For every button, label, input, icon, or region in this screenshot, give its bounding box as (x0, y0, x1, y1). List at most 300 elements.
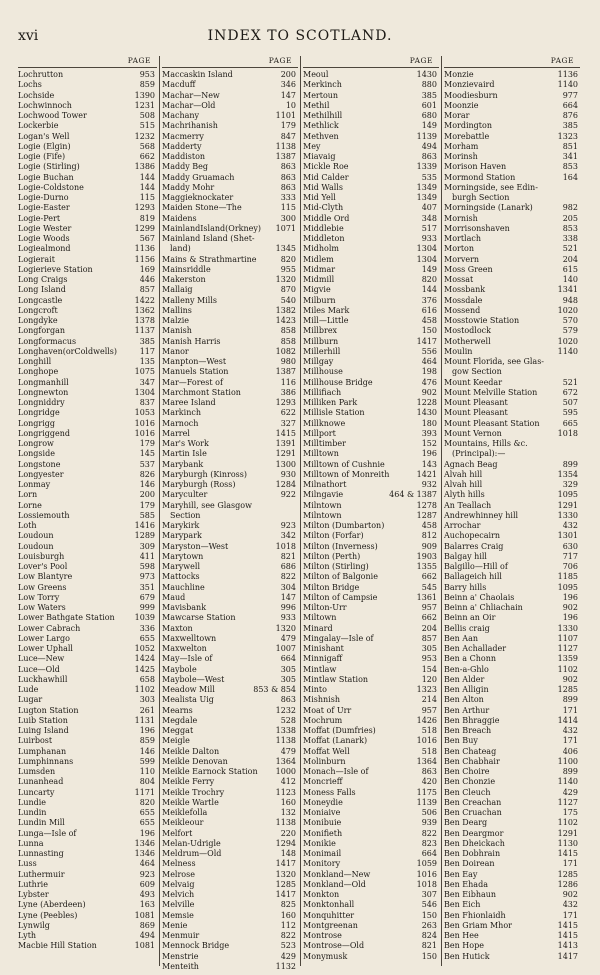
index-entry (162, 921, 298, 931)
entry-name: Low Greens (18, 582, 67, 592)
entry-page: 869 (139, 920, 155, 930)
index-entry (162, 214, 298, 224)
entry-page: 1426 (416, 715, 437, 725)
index-entry (18, 675, 157, 685)
index-entry (444, 501, 580, 511)
entry-name: Milltown (303, 449, 339, 459)
index-entry (444, 952, 580, 962)
index-entry (18, 265, 157, 275)
index-entry (303, 367, 439, 377)
index-entry (18, 808, 157, 818)
index-entry (162, 490, 298, 500)
index-entry (444, 173, 580, 183)
entry-name: Maddy Mohr (162, 182, 215, 192)
entry-page: 171 (562, 705, 578, 715)
entry-name: Lochs (18, 80, 42, 90)
index-entry (303, 490, 439, 500)
entry-name: Methilhill (303, 111, 343, 120)
index-entry (444, 101, 580, 111)
index-entry (18, 644, 157, 654)
index-entry (303, 757, 439, 767)
entry-name: Longridge (18, 408, 60, 418)
entry-name: Luncarty (18, 787, 55, 797)
index-entry (18, 480, 157, 490)
index-entry (303, 613, 439, 623)
entry-page: 1362 (134, 305, 155, 315)
index-entry (303, 296, 439, 306)
entry-page: 1417 (275, 890, 296, 899)
index-entry (162, 326, 298, 336)
entry-name: Melvaig (162, 879, 195, 889)
entry-name: Luckhawhill (18, 674, 68, 684)
entry-page: 1364 (416, 756, 437, 766)
entry-name: Milliken Park (303, 398, 358, 407)
index-entry (18, 665, 157, 675)
entry-page: 1053 (134, 408, 155, 418)
index-entry (162, 716, 298, 726)
index-entry (444, 695, 580, 705)
index-entry (444, 511, 580, 521)
entry-name: Logierieve Station (18, 264, 93, 274)
entry-name: Mid Walls (303, 182, 343, 192)
index-entry (444, 654, 580, 664)
entry-name: Lyne (Peebles) (18, 910, 78, 920)
entry-page: 853 (562, 223, 578, 233)
index-column (441, 56, 582, 966)
entry-page: 859 (139, 736, 155, 746)
entry-name: Marybank (162, 459, 204, 469)
entry-name: Longriggend (18, 428, 71, 438)
entry-page: 144 (139, 182, 155, 192)
entry-page: 1354 (557, 469, 578, 479)
entry-name: Mawcarse Station (162, 613, 236, 623)
entry-page: 196 (139, 726, 155, 735)
entry-page: 664 (562, 100, 578, 110)
entry-name: Milntown (303, 510, 342, 520)
index-entry (162, 552, 298, 562)
entry-page: 826 (139, 469, 155, 479)
index-entry (18, 521, 157, 531)
index-entry (18, 911, 157, 921)
index-entry (303, 572, 439, 582)
entry-name: Loudoun (18, 531, 54, 541)
entry-name: Longmanhill (18, 377, 69, 387)
entry-name: Menie (162, 920, 188, 930)
entry-page: 411 (139, 551, 155, 561)
entry-name: Ben Breach (444, 726, 492, 735)
index-entry (18, 921, 157, 931)
index-entry (444, 593, 580, 603)
entry-name: Longhaven(orColdwells) (18, 346, 118, 356)
entry-name: Mattocks (162, 572, 200, 582)
entry-name: Lundin (18, 808, 47, 817)
entry-page: 179 (139, 439, 155, 448)
entry-name: Monkland—Old (303, 879, 366, 889)
entry-name: Melfort (162, 828, 193, 838)
index-entry (303, 859, 439, 869)
entry-name: Morrisonshaven (444, 223, 510, 233)
entry-name: Meikleour (162, 818, 204, 828)
entry-name: Low Blantyre (18, 572, 73, 582)
entry-name: Mains & Strathmartine (162, 254, 257, 264)
entry-page: 1391 (275, 439, 296, 448)
index-entry (18, 726, 157, 736)
entry-name: Morison Haven (444, 162, 507, 172)
entry-page: 863 (421, 152, 437, 161)
entry-name: Maccaskin Island (162, 70, 233, 79)
entry-page: 116 (280, 377, 296, 387)
entry-page: 1127 (557, 644, 578, 653)
index-entry (18, 818, 157, 828)
entry-page: 595 (562, 408, 578, 418)
entry-name: May—Isle of (162, 654, 213, 664)
entry-name: Macduff (162, 80, 196, 90)
index-entry (444, 624, 580, 634)
entry-page: 1301 (557, 531, 578, 541)
entry-name: Mintlaw (303, 664, 337, 674)
index-entry (162, 603, 298, 613)
entry-page: 1320 (275, 623, 296, 633)
entry-name: Millifiach (303, 387, 342, 397)
entry-page: 822 (421, 828, 437, 838)
entry-name: Loth (18, 521, 37, 530)
entry-name: Ben Aan (444, 633, 479, 643)
entry-name: Millgay (303, 357, 334, 366)
entry-page: 1285 (557, 685, 578, 694)
entry-page: 1138 (275, 818, 296, 828)
entry-page: 822 (280, 931, 296, 940)
entry-page: 1139 (416, 131, 437, 141)
entry-page: 977 (562, 90, 578, 100)
column-rows (303, 70, 439, 962)
entry-page: 220 (280, 828, 296, 838)
index-entry (303, 941, 439, 951)
index-entry (18, 900, 157, 910)
entry-name: Maxwelltown (162, 633, 217, 643)
entry-page: 1175 (416, 787, 437, 797)
entry-page: 338 (562, 234, 578, 243)
index-entry (162, 162, 298, 172)
index-entry (444, 757, 580, 767)
index-entry (303, 583, 439, 593)
entry-name: Ben Chonzie (444, 777, 496, 787)
entry-name: Milton (Perth) (303, 551, 361, 561)
entry-page: 1291 (557, 828, 578, 838)
entry-page: 980 (280, 357, 296, 366)
entry-name: Maybole (162, 664, 197, 674)
index-entry (444, 234, 580, 244)
index-entry (303, 203, 439, 213)
index-entry (303, 531, 439, 541)
index-entry (444, 378, 580, 388)
entry-name: Ben Hee (444, 931, 479, 940)
index-entry (18, 244, 157, 254)
index-entry (444, 829, 580, 839)
index-entry (444, 80, 580, 90)
entry-name: Longhill (18, 357, 52, 366)
entry-page: 518 (421, 726, 437, 735)
entry-name: Milburn (303, 295, 336, 305)
entry-name: Mainland Island (Shet- (162, 234, 255, 243)
entry-name: Minto (303, 685, 327, 694)
index-entry (444, 880, 580, 890)
entry-page: 1138 (275, 736, 296, 746)
index-entry (18, 162, 157, 172)
entry-page: 1378 (134, 316, 155, 325)
entry-name: Motherwell (444, 336, 491, 346)
entry-page: 1228 (416, 398, 437, 407)
index-entry (162, 142, 298, 152)
entry-name: Lundie (18, 797, 47, 807)
entry-name: Logie-Pert (18, 213, 61, 223)
entry-page: 1339 (416, 162, 437, 172)
entry-name: Milltimber (303, 439, 346, 448)
entry-name: Lybster (18, 890, 49, 899)
index-entry (162, 501, 298, 511)
entry-name: Ben Alton (444, 695, 484, 705)
index-entry (162, 634, 298, 644)
index-entry (162, 470, 298, 480)
entry-name: Luce—Old (18, 664, 60, 674)
entry-page: 1095 (557, 490, 578, 500)
entry-name: Moness Falls (303, 787, 356, 797)
entry-page: 1016 (416, 869, 437, 879)
entry-page: 837 (139, 398, 155, 407)
entry-name: Milton of Balgonie (303, 572, 378, 582)
entry-name: Morebattle (444, 131, 490, 141)
index-entry (162, 255, 298, 265)
entry-name: Millburn (303, 336, 339, 346)
entry-page: 1071 (275, 223, 296, 233)
index-entry (162, 890, 298, 900)
entry-name: Macbie Hill Station (18, 941, 97, 951)
entry-page: 1000 (275, 767, 296, 776)
entry-page: 857 (139, 285, 155, 295)
entry-name: Markinch (162, 408, 201, 418)
entry-page: 853 & 854 (253, 685, 296, 694)
index-entry (444, 870, 580, 880)
index-entry (162, 91, 298, 101)
entry-name: Lugton Station (18, 705, 79, 715)
entry-page: 205 (562, 213, 578, 223)
entry-page: 570 (562, 316, 578, 325)
index-entry (444, 736, 580, 746)
index-entry (444, 859, 580, 869)
entry-page: 825 (280, 900, 296, 910)
index-column (300, 56, 441, 966)
entry-page: 1039 (134, 613, 155, 623)
index-entry (18, 203, 157, 213)
entry-page: 822 (280, 572, 296, 582)
entry-name: Morton (444, 244, 475, 254)
entry-name: Ben a Chonn (444, 654, 497, 664)
entry-page: 1007 (275, 644, 296, 653)
entry-page: 518 (421, 746, 437, 756)
index-entry (303, 121, 439, 131)
index-entry (303, 552, 439, 562)
entry-page: 309 (139, 541, 155, 551)
index-entry (303, 911, 439, 921)
index-entry (444, 326, 580, 336)
entry-name: burgh Section (452, 193, 510, 202)
index-entry (303, 224, 439, 234)
entry-name: Lochrutton (18, 70, 64, 79)
entry-page: 1430 (416, 70, 437, 79)
entry-page: 117 (139, 346, 155, 356)
entry-name: (Principal):— (452, 449, 506, 459)
entry-page: 144 (139, 172, 155, 182)
entry-page: 1338 (275, 726, 296, 735)
entry-page: 609 (139, 879, 155, 889)
index-entry (303, 685, 439, 695)
entry-page: 939 (421, 818, 437, 828)
entry-name: Monitory (303, 859, 341, 869)
entry-name: Milton (Forfar) (303, 531, 364, 541)
entry-name: Lunna (18, 838, 44, 848)
entry-name: Molinburn (303, 756, 346, 766)
index-entry (303, 101, 439, 111)
entry-page: 1382 (275, 305, 296, 315)
entry-page: 149 (421, 121, 437, 131)
entry-page: 1278 (416, 500, 437, 510)
entry-name: Longyester (18, 469, 64, 479)
entry-name: Midlem (303, 254, 334, 264)
index-entry (18, 193, 157, 203)
entry-page: 679 (139, 592, 155, 602)
index-entry (303, 326, 439, 336)
index-entry (444, 490, 580, 500)
entry-page: 507 (562, 398, 578, 407)
entry-page: 1330 (557, 623, 578, 633)
entry-name: Machany (162, 111, 200, 120)
entry-page: 1284 (275, 480, 296, 489)
index-entry (18, 388, 157, 398)
entry-page: 1095 (557, 582, 578, 592)
entry-name: Beinn a' Chliachain (444, 603, 523, 612)
entry-name: Maxton (162, 623, 193, 633)
entry-name: Monzievaird (444, 80, 495, 90)
entry-name: Logie (Fife) (18, 152, 66, 161)
index-entry (303, 593, 439, 603)
entry-name: Maiden Stone—The (162, 203, 242, 213)
entry-name: Marypark (162, 531, 202, 541)
index-entry (303, 562, 439, 572)
entry-page: 1320 (275, 869, 296, 879)
entry-name: Morvern (444, 254, 480, 264)
index-entry (303, 644, 439, 654)
index-entry (444, 808, 580, 818)
entry-name: Ben Dheickach (444, 838, 505, 848)
index-entry (162, 798, 298, 808)
entry-name: Menmuir (162, 931, 200, 940)
entry-page: 329 (562, 480, 578, 489)
entry-page: 1415 (557, 931, 578, 940)
entry-page: 680 (421, 111, 437, 120)
entry-name: Minard (303, 623, 333, 633)
entry-page: 1171 (134, 787, 155, 797)
index-entry (162, 870, 298, 880)
entry-page: 1156 (134, 254, 155, 264)
entry-name: Mordington (444, 121, 492, 131)
entry-page: 1102 (557, 664, 578, 674)
index-entry (162, 654, 298, 664)
entry-page: 175 (562, 808, 578, 817)
entry-name: Mossdale (444, 295, 483, 305)
entry-page: 955 (280, 264, 296, 274)
entry-name: Maxwelton (162, 644, 207, 653)
entry-name: Meiklefolla (162, 808, 208, 817)
index-entry (303, 716, 439, 726)
index-entry (18, 183, 157, 193)
entry-page: 1052 (134, 644, 155, 653)
entry-name: Methil (303, 100, 330, 110)
index-entry (444, 675, 580, 685)
index-entry (162, 788, 298, 798)
entry-page: 1018 (557, 428, 578, 438)
entry-page: 1136 (134, 244, 155, 254)
index-entry (444, 296, 580, 306)
entry-name: Longformacus (18, 336, 77, 346)
index-entry (18, 326, 157, 336)
entry-name: Moodiesburn (444, 90, 498, 100)
index-entry (18, 347, 157, 357)
entry-name: Madderty (162, 141, 202, 151)
column-header: PAGE (444, 56, 580, 68)
entry-page: 305 (280, 664, 296, 674)
entry-name: Machrihanish (162, 121, 218, 131)
index-entry (162, 583, 298, 593)
index-entry (18, 255, 157, 265)
entry-name: Montgreenan (303, 920, 358, 930)
entry-name: Mar's Work (162, 439, 209, 448)
entry-name: Ben Deargmor (444, 828, 504, 838)
entry-name: Midholm (303, 244, 339, 254)
entry-page: 821 (280, 551, 296, 561)
entry-name: Louisburgh (18, 551, 65, 561)
index-entry (18, 716, 157, 726)
entry-name: Monzie (444, 70, 474, 79)
index-entry (303, 255, 439, 265)
entry-page: 902 (562, 603, 578, 612)
entry-name: Ben Cruachan (444, 808, 502, 817)
entry-page: 179 (139, 500, 155, 510)
entry-page: 196 (421, 449, 437, 459)
index-entry (18, 583, 157, 593)
index-entry (18, 357, 157, 367)
entry-page: 1136 (557, 70, 578, 79)
entry-name: Ben Arthur (444, 705, 490, 715)
entry-page: 494 (421, 141, 437, 151)
index-entry (162, 511, 298, 521)
entry-page: 1355 (416, 562, 437, 571)
entry-page: 932 (421, 480, 437, 489)
entry-page: 1139 (416, 797, 437, 807)
index-entry (444, 911, 580, 921)
index-entry (162, 265, 298, 275)
index-entry (18, 101, 157, 111)
entry-page: 1232 (275, 705, 296, 715)
entry-name: Milltown of Cushnie (303, 459, 385, 469)
entry-page: 616 (421, 305, 437, 315)
entry-name: Maryburgh (Ross) (162, 480, 236, 489)
entry-name: Ben Griam Mhor (444, 920, 512, 930)
entry-name: Balarres Craig (444, 541, 504, 551)
index-entry (18, 777, 157, 787)
entry-page: 567 (139, 234, 155, 243)
entry-page: 1345 (275, 244, 296, 254)
entry-page: 1285 (275, 879, 296, 889)
index-entry (303, 162, 439, 172)
